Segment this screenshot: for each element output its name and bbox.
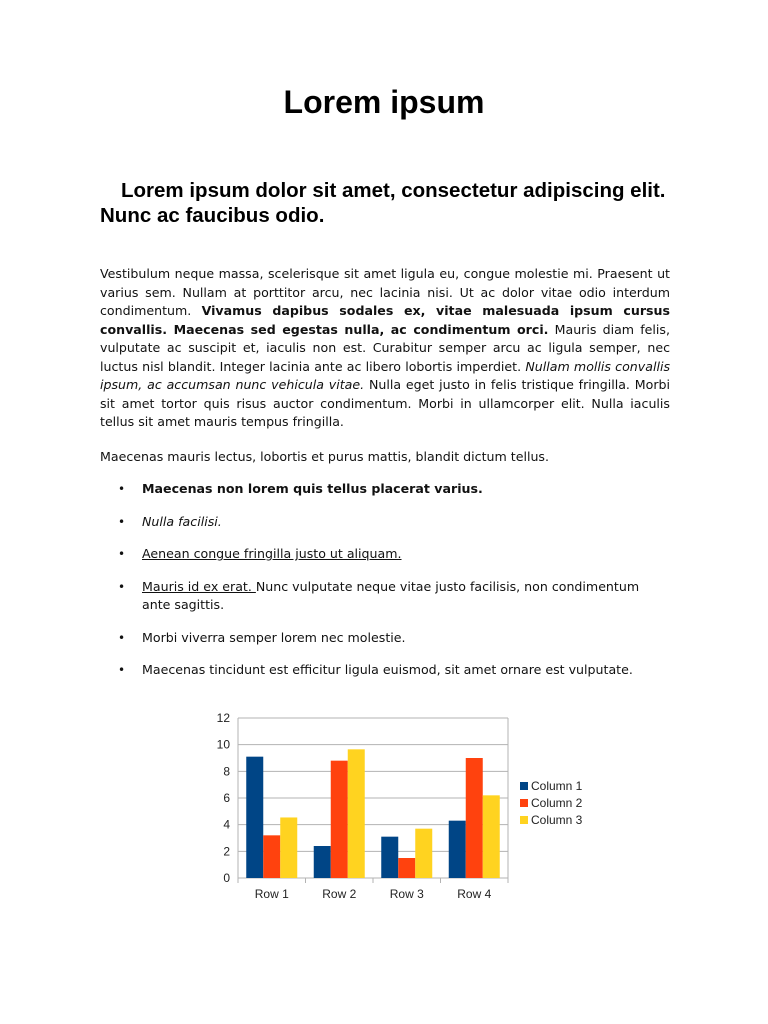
y-tick-label: 0 xyxy=(223,871,230,885)
paragraph-1-italic-text: Nullam mollis convallis ipsum, ac accumsan nunc vehicula vitae. xyxy=(100,358,671,392)
bullet-glyph: • xyxy=(118,482,126,496)
legend-label: Column 3 xyxy=(531,813,583,827)
legend-swatch xyxy=(520,782,528,790)
bar xyxy=(314,846,331,878)
bar xyxy=(415,829,432,878)
paragraph-2: Maecenas mauris lectus, lobortis et purus mattis, blandit dictum tellus. xyxy=(100,449,549,464)
legend-swatch xyxy=(520,799,528,807)
list-item-text: Maecenas tincidunt est efficitur ligula euismod, sit amet ornare est vulputate. xyxy=(142,662,633,677)
bar xyxy=(280,817,297,878)
list-item xyxy=(100,545,670,564)
y-tick-label: 10 xyxy=(216,737,230,752)
bullet-list xyxy=(100,480,670,694)
x-tick-label: Row 3 xyxy=(389,887,424,901)
x-tick-label: Row 4 xyxy=(457,887,492,901)
bar xyxy=(483,795,500,878)
x-tick-label: Row 2 xyxy=(322,887,357,901)
bullet-glyph: • xyxy=(118,663,126,677)
bar xyxy=(398,858,415,878)
y-tick-label: 12 xyxy=(216,711,230,725)
y-tick-label: 2 xyxy=(223,844,230,859)
document-subtitle: Lorem ipsum dolor sit amet, consectetur adipiscing elit. Nunc ac faucibus odio. xyxy=(100,179,666,227)
list-item-underlined-text: Mauris id ex erat. xyxy=(142,578,256,594)
bar xyxy=(263,835,280,878)
legend-label: Column 1 xyxy=(531,779,583,793)
list-item-text: Morbi viverra semper lorem nec molestie. xyxy=(142,629,406,645)
list-item-text: Maecenas non lorem quis tellus placerat varius. xyxy=(142,481,483,496)
document-title: Lorem ipsum xyxy=(283,84,485,120)
paragraph-1-text-3: Nulla eget justo in felis tristique fringilla. Morbi sit amet tortor quis risus auctor condimentum. Morbi in ullamcorper elit. Nulla iaculis tellus sit amet mauris tempus fringilla. xyxy=(100,377,670,429)
bar xyxy=(348,749,365,878)
chart-canvas xyxy=(200,708,600,908)
paragraph-1-text-2: Mauris diam felis, vulputate ac suscipit et, iaculis non est. Curabitur semper arcu ac ligula semper, nec luctus nisl blandit. Integer lacinia ante ac libero lobortis imperdiet. xyxy=(100,321,670,374)
paragraph-1-bold-text: Vivamus dapibus sodales ex, vitae malesuada ipsum cursus convallis. Maecenas sed egestas nulla, ac condimentum orci. xyxy=(100,303,671,337)
list-item-underlined-text: Aenean congue fringilla justo ut aliquam. xyxy=(142,546,402,561)
y-tick-label: 4 xyxy=(223,817,230,832)
legend-swatch xyxy=(520,816,528,824)
list-item xyxy=(100,480,670,499)
list-item-text: Nulla facilisi. xyxy=(142,513,222,529)
bar xyxy=(381,837,398,878)
y-tick-label: 8 xyxy=(223,764,230,779)
bullet-glyph: • xyxy=(118,547,126,561)
paragraph-1 xyxy=(100,265,670,432)
list-item xyxy=(100,578,670,615)
list-item xyxy=(100,513,670,532)
paragraph-1-text-1: Vestibulum neque massa, scelerisque sit amet ligula eu, congue molestie mi. Praesent ut varius sem. Nullam at porttitor arcu, nec lacinia nisi. Ut ac dolor vitae odio interdum condimentum. xyxy=(100,266,670,318)
y-tick-label: 6 xyxy=(223,791,230,805)
bullet-glyph: • xyxy=(118,630,126,645)
bar xyxy=(331,761,348,878)
list-item xyxy=(100,661,670,680)
bar xyxy=(449,821,466,878)
bullet-glyph: • xyxy=(118,579,126,594)
bar xyxy=(246,757,263,878)
bar xyxy=(466,758,483,878)
list-item xyxy=(100,629,670,648)
bar-chart xyxy=(200,708,600,908)
x-tick-label: Row 1 xyxy=(254,887,289,901)
legend-label: Column 2 xyxy=(531,796,583,810)
bullet-glyph: • xyxy=(118,514,126,529)
list-item-text: Nunc vulputate neque vitae justo facilisis, non condimentum ante sagittis. xyxy=(142,578,640,612)
